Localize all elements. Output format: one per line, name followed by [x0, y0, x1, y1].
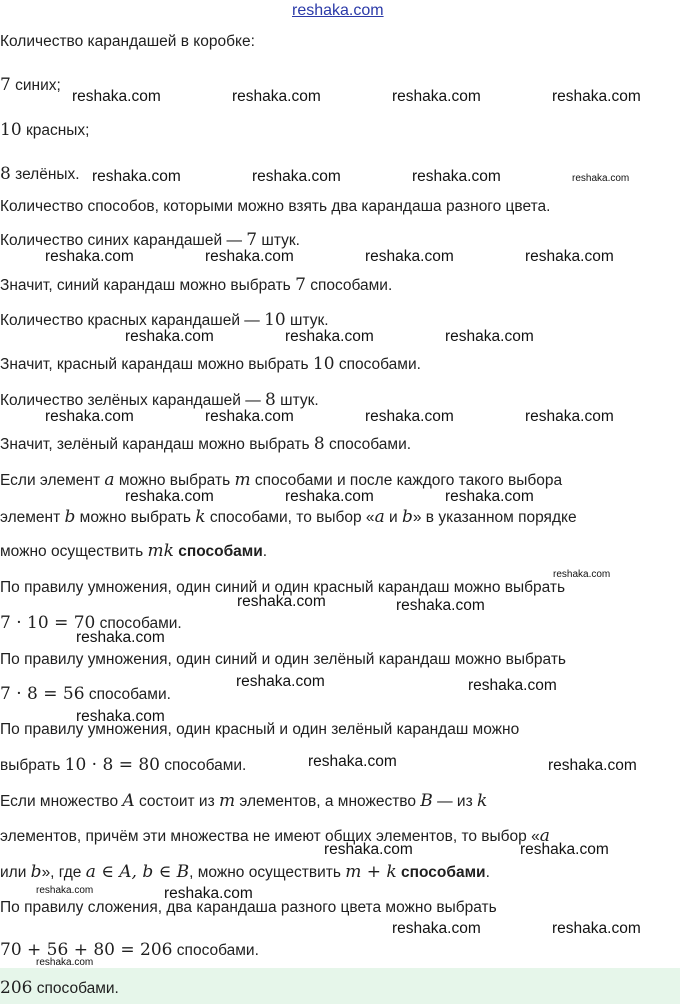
- green-count-line: Количество зелёных карандашей — 8 штук.: [0, 390, 319, 410]
- red-count-line: Количество красных карандашей — 10 штук.: [0, 310, 329, 330]
- watermark: reshaka.com: [445, 328, 534, 345]
- watermark: reshaka.com: [445, 488, 534, 505]
- watermark: reshaka.com: [412, 168, 501, 185]
- watermark: reshaka.com: [392, 920, 481, 937]
- watermark: reshaka.com: [76, 629, 165, 646]
- question-text: Количество способов, которыми можно взять два карандаша разного цвета.: [0, 198, 551, 215]
- blue-green-result: 7 · 8 = 56 способами.: [0, 684, 171, 704]
- watermark: reshaka.com: [396, 597, 485, 614]
- watermark: reshaka.com: [36, 885, 94, 896]
- product-rule-line-3: можно осуществить mk способами.: [0, 541, 268, 561]
- watermark: reshaka.com: [392, 88, 481, 105]
- watermark: reshaka.com: [45, 408, 134, 425]
- product-rule-line-1: Если элемент a можно выбрать m способами и после каждого такого выбора: [0, 470, 563, 490]
- product-rule-line-2: элемент b можно выбрать k способами, то выбор «a и b» в указанном порядке: [0, 507, 577, 527]
- watermark: reshaka.com: [92, 168, 181, 185]
- watermark: reshaka.com: [548, 757, 637, 774]
- sum-rule-line-2: элементов, причём эти множества не имеют общих элементов, то выбор «a: [0, 826, 550, 846]
- watermark: reshaka.com: [252, 168, 341, 185]
- watermark: reshaka.com: [72, 88, 161, 105]
- watermark: reshaka.com: [36, 957, 94, 968]
- count-blue: 7 синих;: [0, 75, 61, 95]
- answer-text: 206 способами.: [0, 978, 119, 998]
- watermark: reshaka.com: [236, 673, 325, 690]
- red-ways-line: Значит, красный карандаш можно выбрать 10 способами.: [0, 354, 421, 374]
- count-red: 10 красных;: [0, 120, 90, 140]
- watermark: reshaka.com: [285, 488, 374, 505]
- watermark: reshaka.com: [525, 408, 614, 425]
- watermark: reshaka.com: [552, 920, 641, 937]
- blue-ways-line: Значит, синий карандаш можно выбрать 7 способами.: [0, 275, 393, 295]
- watermark: reshaka.com: [125, 328, 214, 345]
- watermark: reshaka.com: [553, 569, 611, 580]
- blue-red-text: По правилу умножения, один синий и один красный карандаш можно выбрать: [0, 579, 566, 596]
- total-result: 70 + 56 + 80 = 206 способами.: [0, 940, 259, 960]
- watermark: reshaka.com: [520, 841, 609, 858]
- watermark: reshaka.com: [572, 173, 630, 184]
- blue-green-text: По правилу умножения, один синий и один зелёный карандаш можно выбрать: [0, 651, 566, 668]
- blue-red-result: 7 · 10 = 70 способами.: [0, 613, 182, 633]
- watermark: reshaka.com: [308, 753, 397, 770]
- watermark: reshaka.com: [125, 488, 214, 505]
- watermark: reshaka.com: [76, 708, 165, 725]
- watermark: reshaka.com: [285, 328, 374, 345]
- red-green-text: По правилу умножения, один красный и один зелёный карандаш можно: [0, 721, 520, 738]
- green-ways-line: Значит, зелёный карандаш можно выбрать 8 способами.: [0, 434, 412, 454]
- blue-count-line: Количество синих карандашей — 7 штук.: [0, 230, 300, 250]
- red-green-result: выбрать 10 · 8 = 80 способами.: [0, 755, 247, 775]
- watermark: reshaka.com: [365, 248, 454, 265]
- count-green: 8 зелёных.: [0, 164, 80, 184]
- watermark: reshaka.com: [525, 248, 614, 265]
- sum-rule-line-3: или b», где a ∈ A, b ∈ B, можно осуществить m + k способами.: [0, 862, 490, 882]
- watermark: reshaka.com: [205, 248, 294, 265]
- watermark: reshaka.com: [324, 841, 413, 858]
- watermark: reshaka.com: [365, 408, 454, 425]
- watermark: reshaka.com: [237, 593, 326, 610]
- watermark: reshaka.com: [164, 885, 253, 902]
- total-text: По правилу сложения, два карандаша разного цвета можно выбрать: [0, 899, 497, 916]
- site-link[interactable]: reshaka.com: [292, 2, 384, 19]
- watermark: reshaka.com: [45, 248, 134, 265]
- sum-rule-line-1: Если множество A состоит из m элементов, а множество B — из k: [0, 791, 488, 811]
- watermark: reshaka.com: [205, 408, 294, 425]
- watermark: reshaka.com: [232, 88, 321, 105]
- watermark: reshaka.com: [468, 677, 557, 694]
- watermark: reshaka.com: [552, 88, 641, 105]
- intro-text: Количество карандашей в коробке:: [0, 33, 255, 50]
